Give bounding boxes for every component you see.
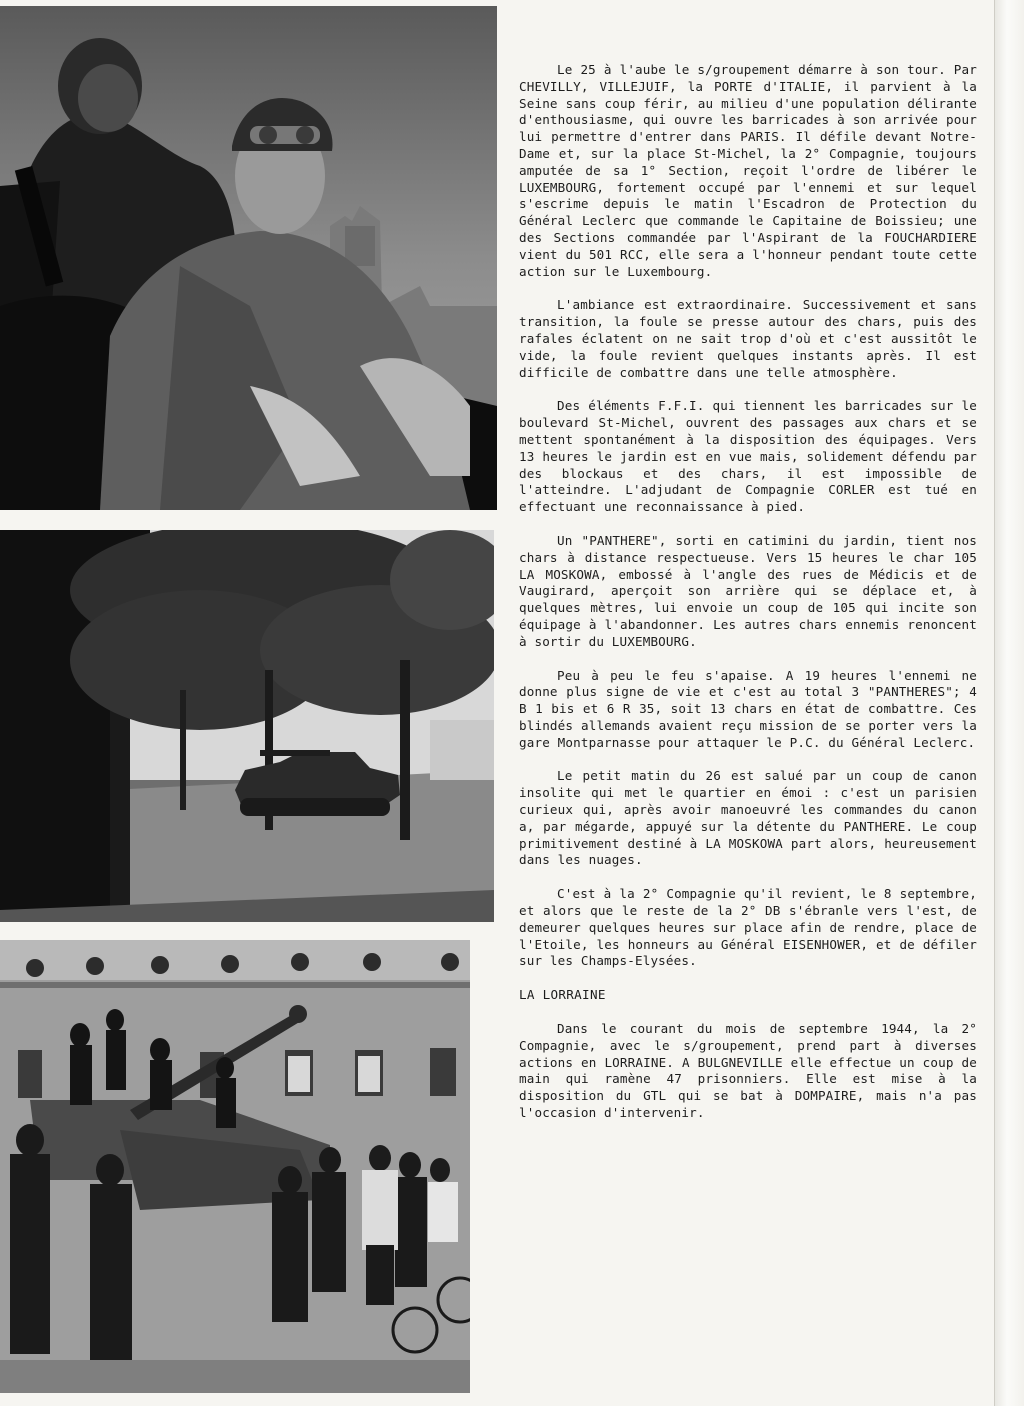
- photo-captured-panther-image: [0, 940, 470, 1393]
- paragraph-luxembourg-advance: Le 25 à l'aube le s/groupement démarre à son tour. Par CHEVILLY, VILLEJUIF, la PORTE d'ITALIE, il parvient à la Seine sans coup férir, au milieu d'une population délirante d'enthousiasme, qui ouvre les barricades à son arrivée pour lui permettre d'entrer dans PARIS. Il défile devant Notre-Dame et, sur la place St-Michel, la 2° Compagnie, toujours amputée de sa 1° Section, reçoit l'ordre de libérer le LUXEMBOURG, fortement occupé par l'ennemi et sur lequel s'escrime depuis le matin l'Escadron de Protection du Général Leclerc que commande le Capitaine de Boissieu; une des Sections commandée par l'Aspirant de la FOUCHARDIERE vient du 501 RCC, elle sera a l'honneur pendant toute cette action sur le Luxembourg.: [519, 62, 977, 279]
- paragraph-lorraine: Dans le courant du mois de septembre 1944, la 2° Compagnie, avec le s/groupement, prend part à diverses actions en LORRAINE. A BULGNEVILLE elle effectue un coup de main qui ramène 47 prisonniers. Elle est mise à la disposition du GTL qui se bat à DOMPAIRE, mais n'a pas l'occasion d'intervenir.: [519, 1021, 977, 1121]
- paragraph-ambiance: L'ambiance est extraordinaire. Successivement et sans transition, la foule se presse autour des chars, puis des rafales éclatent on ne sait trop d'où et c'est aussitôt le vide, la foule revient quelques instants après. Il est difficile de combattre dans une telle atmosphère.: [519, 297, 977, 380]
- paragraph-ffi-barricades: Des éléments F.F.I. qui tiennent les barricades sur le boulevard St-Michel, ouvrent des passages aux chars et se mettent spontanément à la disposition des équipages. Vers 13 heures le jardin est en vue mais, solidement défendu par des blockaus et des chars, il est impossible de l'atteindre. L'adjudant de Compagnie CORLER est tué en effectuant une reconnaissance à pied.: [519, 398, 977, 515]
- article-text-column: [519, 62, 977, 1139]
- paragraph-8-septembre: C'est à la 2° Compagnie qu'il revient, le 8 septembre, et alors que le reste de la 2° DB s'ébranle vers l'est, de demeurer quelques heures sur place afin de rendre, place de l'Etoile, les honneurs au Général EISENHOWER, et de défiler sur les Champs-Elysées.: [519, 886, 977, 969]
- section-heading-lorraine: LA LORRAINE: [519, 987, 606, 1003]
- paragraph-panthere: Un "PANTHERE", sorti en catimini du jardin, tient nos chars à distance respectueuse. Vers 15 heures le char 105 LA MOSKOWA, embossé à l'angle des rues de Médicis et de Vaugirard, aperçoit son arrière qui se déplace et, à quelques mètres, lui envoie un coup de 105 qui incite son équipage à l'abandonner. Les autres chars ennemis renoncent à sortir du LUXEMBOURG.: [519, 532, 977, 649]
- paragraph-feu-apaise: Peu à peu le feu s'apaise. A 19 heures l'ennemi ne donne plus signe de vie et c'est au total 3 "PANTHERES"; 4 B 1 bis et 6 R 35, soit 13 chars en état de combattre. Ces blindés allemands avaient reçu mission de se porter vers la gare Montparnasse pour attaquer le P.C. du Général Leclerc.: [519, 667, 977, 750]
- photo-captured-panther: [0, 940, 470, 1393]
- page-binding-edge: [994, 0, 1024, 1406]
- photo-boulevard-tank: [0, 530, 494, 922]
- photo-tank-crew: [0, 6, 497, 510]
- photo-tank-crew-image: [0, 6, 497, 510]
- photo-boulevard-tank-image: [0, 530, 494, 922]
- paragraph-petit-matin: Le petit matin du 26 est salué par un coup de canon insolite qui met le quartier en émoi : c'est un parisien curieux qui, après avoir manoeuvré les commandes du canon a, par mégarde, appuyé sur la détente du PANTHERE. Le coup primitivement destiné à LA MOSKOWA part alors, heureusement dans les nuages.: [519, 768, 977, 868]
